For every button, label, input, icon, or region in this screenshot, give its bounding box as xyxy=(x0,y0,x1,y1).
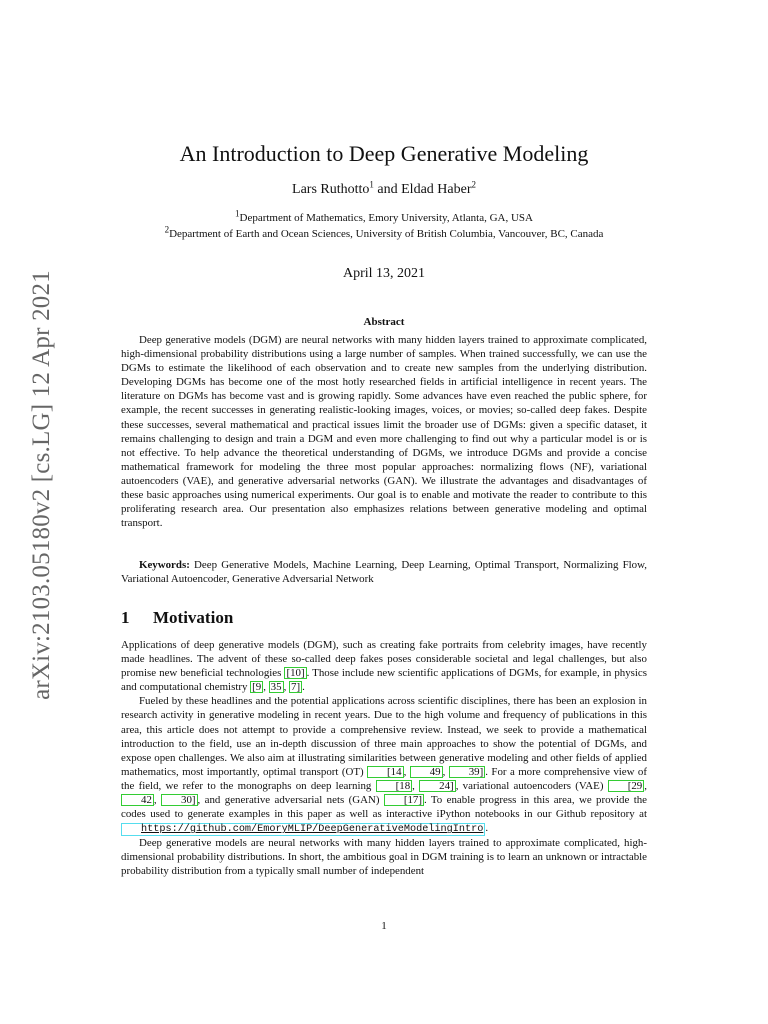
paragraph-text: . To enable progress in this area, we provide the codes used to generate examples in this paper as well as interactive iPython notebooks in our Github repository at xyxy=(121,794,648,821)
affiliation-marker: 1 xyxy=(235,208,240,219)
arxiv-identifier: arXiv:2103.05180v2 [cs.LG] 12 Apr 2021 xyxy=(28,270,55,700)
citation-link[interactable]: 7] xyxy=(291,681,301,694)
paragraph xyxy=(121,638,647,694)
citation-link[interactable]: [10] xyxy=(286,667,305,680)
paragraph-text: , xyxy=(644,779,647,792)
citation-link[interactable]: [14 xyxy=(367,766,404,778)
citation-link[interactable]: 39] xyxy=(449,766,486,778)
page-number: 1 xyxy=(381,920,387,932)
keywords-text: Deep Generative Models, Machine Learning, Deep Learning, Optimal Transport, Normalizing Flow, Variational Autoencoder, Generative Adversarial Network xyxy=(121,559,647,586)
section-title: Motivation xyxy=(153,608,234,627)
citation-link[interactable]: [29 xyxy=(608,780,645,792)
citation-link[interactable]: [9 xyxy=(252,681,262,694)
author-name: Eldad Haber xyxy=(401,182,472,197)
citation-link[interactable]: 24] xyxy=(419,780,456,792)
paragraph xyxy=(121,694,647,836)
paragraph-text: , xyxy=(412,779,420,792)
affiliation-text: Department of Mathematics, Emory University, Atlanta, GA, USA xyxy=(239,212,533,224)
author-conjunction: and xyxy=(373,182,402,197)
paragraph-text: Fueled by these headlines and the potential applications across scientific disciplines, there has been an explosion in research activity in generative modeling in recent years. Due to the high volume and frequency of publications in this area, this article does not attempt to provide a comprehensive review. Instead, we seek to provide a mathematical introduction to the field, use an in-depth discussion of three main approaches to show the potential of DGMs, and expose open challenges. We also aim at illustrating similarities between generative modeling and other fields of applied mathematics, most importantly, optimal transport (OT) xyxy=(121,695,647,778)
abstract-heading: Abstract xyxy=(363,316,405,328)
paragraph-text: , and generative adversarial nets (GAN) xyxy=(197,794,384,807)
paragraph-text: . xyxy=(302,681,305,694)
github-repo-link[interactable]: https://github.com/EmoryMLIP/DeepGenerativeModelingIntro xyxy=(121,823,485,836)
citation-link[interactable]: 42 xyxy=(121,794,154,806)
keywords-label: Keywords: xyxy=(139,559,190,571)
affiliation-text: Department of Earth and Ocean Sciences, University of British Columbia, Vancouver, BC, Canada xyxy=(169,228,604,240)
citation-link[interactable]: 30] xyxy=(161,794,198,806)
paragraph-text: , xyxy=(153,794,162,807)
keywords xyxy=(121,558,647,586)
paragraph-text: . For a more comprehensive view of the field, we refer to the monographs on deep learning xyxy=(121,765,647,792)
abstract-body: Deep generative models (DGM) are neural networks with many hidden layers trained to approximate complicated, high-dimensional probability distributions using a large number of samples. When trained successfully, we can use the DGMs to estimate the likelihood of each observation and to create new samples from the underlying distribution. Developing DGMs has become one of the most hotly researched fields in artificial intelligence in recent years. The literature on DGMs has become vast and is growing rapidly. Some advances have even reached the public sphere, for example, the recent successes in generating realistic-looking images, voices, or movies; so-called deep fakes. Despite these successes, several mathematical and practical issues limit the broader use of DGMs: given a specific dataset, it remains challenging to design and train a DGM and even more challenging to find out why a particular model is or is not effective. To help advance the theoretical understanding of DGMs, we introduce DGMs and provide a concise mathematical framework for modeling the three most popular approaches: normalizing flows (NF), variational autoencoders (VAE), and generative adversarial networks (GAN). We illustrate the advantages and disadvantages of these basic approaches using numerical experiments. Our goal is to enable and motivate the reader to contribute to this proliferating research area. Our presentation also emphasizes relations between generative modeling and optimal transport. xyxy=(121,334,647,530)
author-line xyxy=(121,180,647,200)
paragraph-text: , variational autoencoders (VAE) xyxy=(455,779,608,792)
paragraph-text: , xyxy=(263,681,269,694)
publication-date: April 13, 2021 xyxy=(342,266,426,281)
paragraph-text: , xyxy=(442,765,449,778)
citation-link[interactable]: 49 xyxy=(410,766,443,778)
citation-link[interactable]: 35 xyxy=(270,681,282,694)
paragraph-text: . xyxy=(485,822,489,835)
paragraph-text: . Those include new scientific applications of DGMs, for example, in physics and computational chemistry xyxy=(121,667,647,694)
paragraph: Deep generative models are neural networks with many hidden layers trained to approximate complicated, high-dimensional probability distributions. In short, the ambitious goal in DGM training is to learn an unknown or intractable probability distribution from a typically small number of independent xyxy=(121,837,647,878)
affiliation-marker: 1 xyxy=(369,179,374,190)
section-number: 1 xyxy=(121,608,130,627)
citation-link[interactable]: [18 xyxy=(376,780,413,792)
affiliation-marker: 2 xyxy=(164,224,170,235)
citation-link[interactable]: [17] xyxy=(384,794,424,806)
affiliation-1 xyxy=(110,210,658,226)
affiliations xyxy=(110,210,658,242)
paper-title: An Introduction to Deep Generative Modeling xyxy=(179,141,589,166)
author-name: Lars Ruthotto xyxy=(292,182,370,197)
paragraph-text: Applications of deep generative models (DGM), such as creating fake portraits from celebrity images, have recently made headlines. The advent of these so-called deep fakes poses considerable societal and legal challenges, but also promise new beneficial technologies xyxy=(121,639,647,680)
affiliation-2 xyxy=(110,226,658,242)
section-heading xyxy=(121,606,233,630)
section-body xyxy=(121,638,647,879)
affiliation-marker: 2 xyxy=(471,179,476,190)
paragraph-text: , xyxy=(403,765,410,778)
paragraph-text: , xyxy=(283,681,290,694)
